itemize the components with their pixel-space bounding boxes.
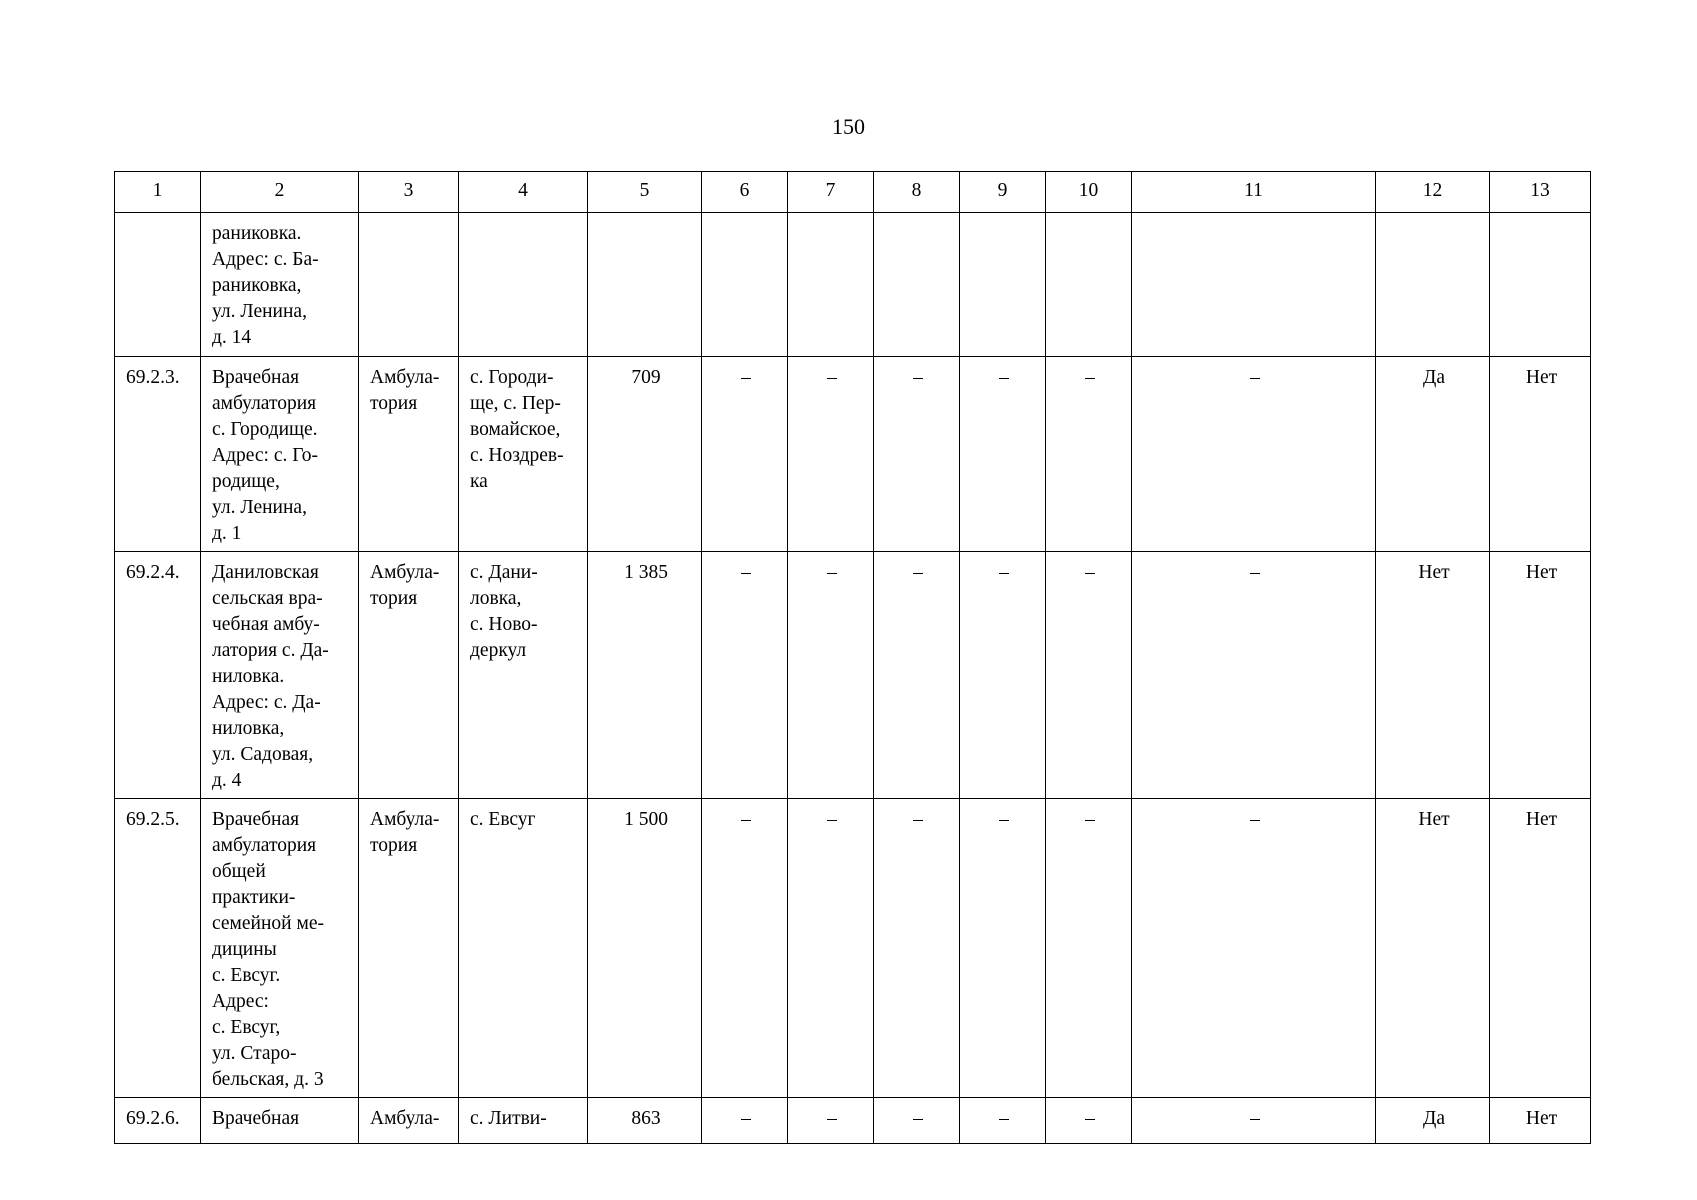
population-cell: 1 500 [588, 799, 702, 1098]
table-header-row [115, 172, 1591, 213]
column-header: 13 [1490, 172, 1591, 213]
facility-name-cell: раниковка. Адрес: с. Ба- раниковка, ул. Ленина, д. 14 [201, 213, 359, 357]
column-header: 2 [201, 172, 359, 213]
facility-name-cell: Врачебная амбулатория общей практики- семейной ме- дицины с. Евсуг. Адрес: с. Евсуг, ул. Старо- бельская, д. 3 [201, 799, 359, 1098]
table-cell: – [874, 552, 960, 799]
table-cell: Нет [1376, 552, 1490, 799]
table-row [115, 213, 1591, 357]
row-number-cell [115, 213, 201, 357]
table-cell: Да [1376, 1098, 1490, 1144]
table-cell: – [1132, 552, 1376, 799]
table-cell [1376, 213, 1490, 357]
table-row [115, 1098, 1591, 1144]
table-cell [1046, 213, 1132, 357]
table-cell: – [1046, 1098, 1132, 1144]
facility-type-cell: Амбула- [359, 1098, 459, 1144]
table-cell: Нет [1376, 799, 1490, 1098]
table-cell: – [874, 357, 960, 552]
table-row [115, 799, 1591, 1098]
table-cell [960, 213, 1046, 357]
facility-type-cell: Амбула- тория [359, 357, 459, 552]
table-row [115, 357, 1591, 552]
column-header: 4 [459, 172, 588, 213]
column-header: 10 [1046, 172, 1132, 213]
facility-name-cell: Врачебная [201, 1098, 359, 1144]
population-cell: 709 [588, 357, 702, 552]
table-cell: – [960, 552, 1046, 799]
table-cell [788, 213, 874, 357]
column-header: 8 [874, 172, 960, 213]
service-area-cell [459, 213, 588, 357]
table-cell: – [1046, 799, 1132, 1098]
row-number-cell: 69.2.5. [115, 799, 201, 1098]
table-cell: – [702, 1098, 788, 1144]
facility-type-cell: Амбула- тория [359, 552, 459, 799]
row-number-cell: 69.2.3. [115, 357, 201, 552]
service-area-cell: с. Литви- [459, 1098, 588, 1144]
table-cell: Нет [1490, 1098, 1591, 1144]
page-number: 150 [832, 114, 865, 139]
population-cell: 863 [588, 1098, 702, 1144]
table-cell: Нет [1490, 357, 1591, 552]
table-row [115, 552, 1591, 799]
table-cell: – [960, 357, 1046, 552]
column-header: 12 [1376, 172, 1490, 213]
column-header: 9 [960, 172, 1046, 213]
facility-type-cell [359, 213, 459, 357]
facility-name-cell: Даниловская сельская вра- чебная амбу- латория с. Да- ниловка. Адрес: с. Да- ниловка, ул. Садовая, д. 4 [201, 552, 359, 799]
population-cell: 1 385 [588, 552, 702, 799]
table-cell: – [788, 552, 874, 799]
table-cell: – [874, 1098, 960, 1144]
column-header: 7 [788, 172, 874, 213]
table-cell: – [1132, 799, 1376, 1098]
table-cell: Да [1376, 357, 1490, 552]
table-cell: – [788, 357, 874, 552]
table-cell: – [788, 1098, 874, 1144]
data-table [114, 171, 1591, 1144]
table-cell: – [702, 357, 788, 552]
column-header: 5 [588, 172, 702, 213]
facility-name-cell: Врачебная амбулатория с. Городище. Адрес: с. Го- родище, ул. Ленина, д. 1 [201, 357, 359, 552]
column-header: 6 [702, 172, 788, 213]
table-cell: – [788, 799, 874, 1098]
table-cell: Нет [1490, 552, 1591, 799]
table-cell: Нет [1490, 799, 1591, 1098]
column-header: 11 [1132, 172, 1376, 213]
table-cell: – [702, 552, 788, 799]
table-cell [874, 213, 960, 357]
population-cell [588, 213, 702, 357]
table-cell: – [1132, 357, 1376, 552]
service-area-cell: с. Евсуг [459, 799, 588, 1098]
table-cell [702, 213, 788, 357]
facility-type-cell: Амбула- тория [359, 799, 459, 1098]
table-cell [1490, 213, 1591, 357]
table-cell [1132, 213, 1376, 357]
column-header: 1 [115, 172, 201, 213]
table-cell: – [702, 799, 788, 1098]
service-area-cell: с. Дани- ловка, с. Ново- деркул [459, 552, 588, 799]
table-cell: – [874, 799, 960, 1098]
table-cell: – [1046, 552, 1132, 799]
column-header: 3 [359, 172, 459, 213]
row-number-cell: 69.2.4. [115, 552, 201, 799]
table-cell: – [960, 1098, 1046, 1144]
table-cell: – [1132, 1098, 1376, 1144]
table-cell: – [960, 799, 1046, 1098]
service-area-cell: с. Городи- ще, с. Пер- вомайское, с. Ноздрев- ка [459, 357, 588, 552]
table-cell: – [1046, 357, 1132, 552]
row-number-cell: 69.2.6. [115, 1098, 201, 1144]
